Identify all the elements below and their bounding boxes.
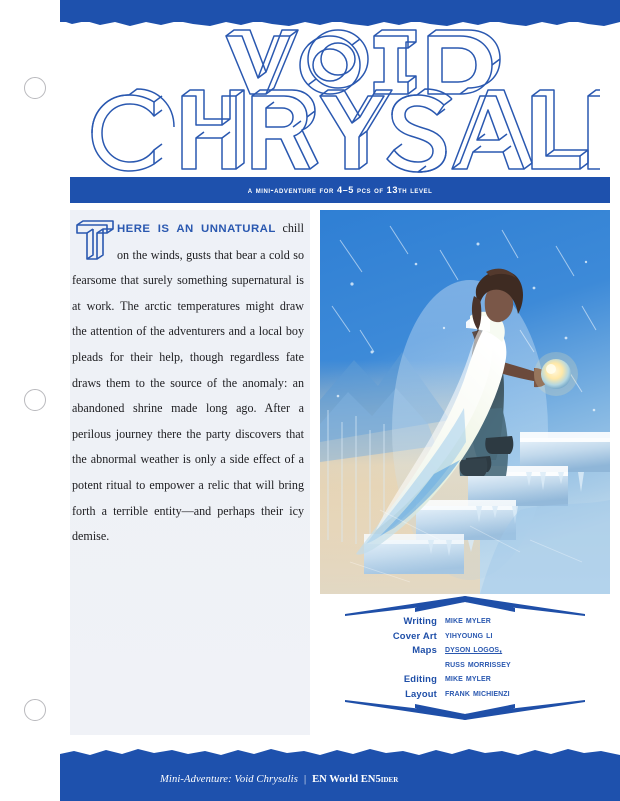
binder-hole: [24, 699, 46, 721]
credit-value: yihyoung li: [445, 629, 493, 641]
cover-title: [60, 24, 620, 176]
intro-text-column: [70, 210, 310, 735]
page-footer: [60, 757, 620, 801]
credit-label: Cover Art: [392, 629, 437, 641]
footer-separator: |: [303, 773, 307, 785]
footer-title: Mini-Adventure: Void Chrysalis: [160, 773, 298, 785]
credit-label: Layout: [405, 687, 437, 699]
credits-block: [345, 594, 585, 722]
binder-margin: [0, 0, 60, 801]
credit-value: frank michienzi: [445, 687, 510, 699]
intro-lead-caps: HERE IS AN UNNATURAL: [117, 223, 276, 235]
title-art-3d: [80, 24, 600, 174]
footer-brand-suffix: ider: [380, 773, 399, 785]
footer-brand-main: EN World EN5: [312, 773, 381, 785]
credit-label: Maps: [412, 644, 437, 656]
credit-value: mike myler: [445, 673, 491, 685]
credit-label: Editing: [403, 673, 437, 685]
cover-illustration: [320, 210, 610, 594]
chevron-up-divider-icon: [345, 594, 585, 616]
credit-label: Writing: [403, 615, 437, 626]
credit-value: russ morrissey: [445, 658, 511, 670]
cover-artwork: [320, 210, 610, 594]
binder-hole: [24, 389, 46, 411]
subtitle-text: a mini-adventure for 4–5 pcs of 13th level: [247, 185, 433, 195]
intro-body: chill on the winds, gusts that bear a cold so fearsome that surely something supernatural is at work. The arctic temperatures might draw the attention of the adventurers and a local boy pleads for their help, though regardless fate draws them to the source of the anomaly: an abandoned shrine made long ago. After a perilous journey there the party discovers that the abnormal weather is only a side effect of a potent ritual to empower a relic that will bring forth a terrible entity—and perhaps their icy demise.: [72, 221, 304, 544]
footer-brand: [312, 774, 398, 785]
intro-paragraph: [70, 216, 310, 550]
footer-content: [60, 774, 398, 785]
credit-value: mike myler: [445, 615, 491, 626]
binder-hole: [24, 77, 46, 99]
dropcap-letter-t-icon: [74, 220, 114, 266]
credit-value-link[interactable]: dyson logos,: [445, 644, 503, 656]
subtitle-banner: [70, 177, 610, 203]
chevron-down-divider-icon: [345, 700, 585, 722]
top-banner: [60, 0, 620, 22]
credits-rows: [345, 614, 585, 702]
